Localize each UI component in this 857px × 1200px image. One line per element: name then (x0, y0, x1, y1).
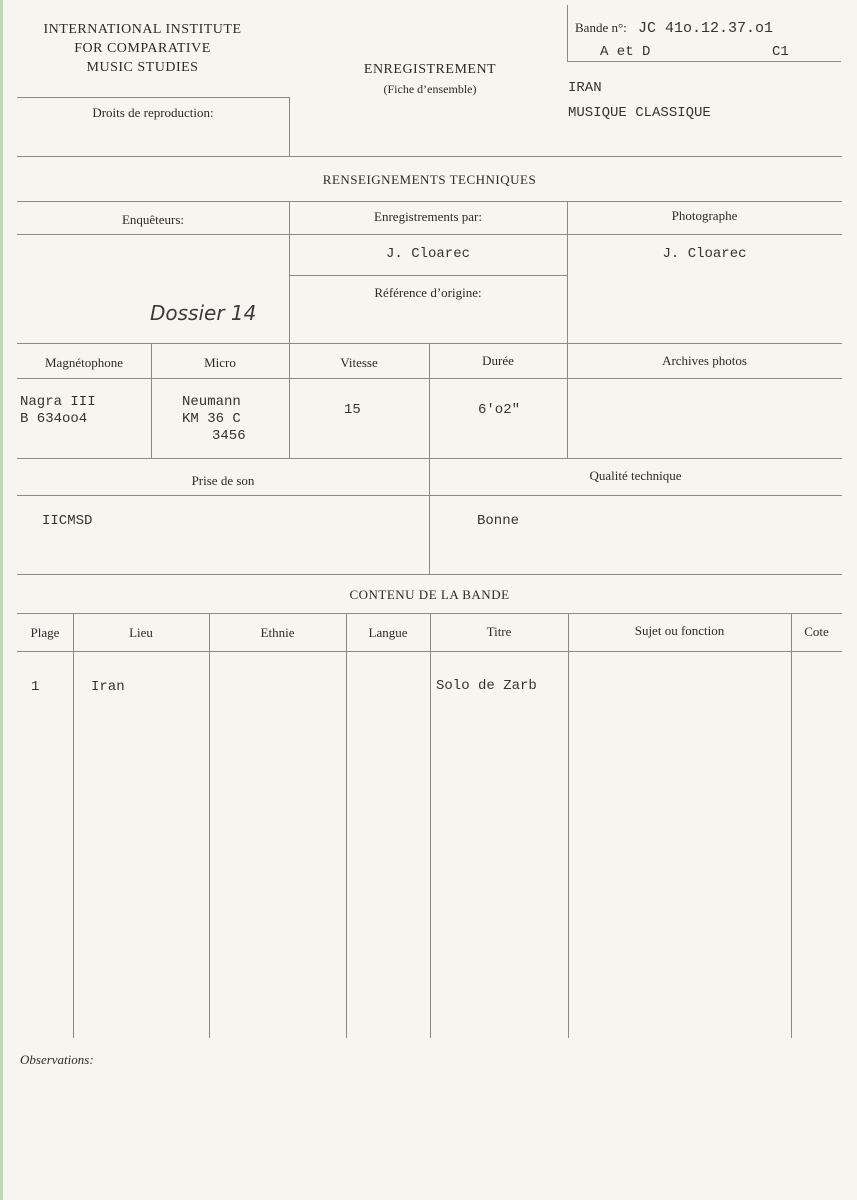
qualite-label: Qualité technique (589, 468, 682, 483)
rule-col-568 (568, 614, 569, 1038)
enqueteurs-label: Enquêteurs: (121, 212, 185, 227)
rule-tech-header-bottom (17, 234, 842, 235)
vitesse-value: 15 (344, 402, 361, 418)
subject-genre: MUSIQUE CLASSIQUE (568, 105, 711, 121)
rule-prise-header-bottom (17, 495, 842, 496)
header-lieu: Lieu (129, 625, 153, 640)
tech-title: RENSEIGNEMENTS TECHNIQUES (322, 172, 537, 187)
micro-line-2: KM 36 C (182, 411, 241, 427)
header-plage: Plage (30, 625, 60, 640)
page-edge (0, 0, 3, 1200)
subject-country: IRAN (568, 80, 602, 96)
duree-label: Durée (482, 353, 514, 368)
micro-label: Micro (204, 355, 236, 370)
qualite-value: Bonne (477, 513, 520, 529)
rights-box-top (17, 97, 290, 98)
row-1-titre: Solo de Zarb (436, 678, 537, 694)
rights-label: Droits de reproduction: (92, 105, 214, 120)
magnetophone-label: Magnétophone (45, 355, 123, 370)
rule-col-289b (289, 343, 290, 459)
rule-col-346 (346, 614, 347, 1038)
bande-box-bottom (567, 61, 841, 62)
reference-label: Référence d’origine: (374, 285, 482, 300)
archives-label: Archives photos (662, 353, 747, 368)
record-subtitle: (Fiche d’ensemble) (383, 82, 477, 96)
rule-col-73 (73, 614, 74, 1038)
rule-col-289 (289, 201, 290, 344)
institute-line-2: FOR COMPARATIVE (74, 41, 211, 56)
bande-number: JC 41o.12.37.o1 (638, 20, 774, 37)
row-1-plage: 1 (31, 679, 40, 695)
duree-value: 6'o2" (478, 402, 521, 418)
enregistrements-value: J. Cloarec (385, 246, 470, 262)
rule-col-430 (430, 614, 431, 1038)
micro-line-1: Neumann (182, 394, 241, 410)
rule-col-567 (567, 201, 568, 344)
rule-col-791 (791, 614, 792, 1038)
handwritten-note: Dossier 14 (150, 301, 257, 325)
micro-line-3: 3456 (212, 428, 246, 444)
header-ethnie: Ethnie (260, 625, 295, 640)
magnetophone-line-2: B 634oo4 (20, 411, 88, 427)
rights-box-right (289, 97, 290, 157)
rule-col-151 (151, 343, 152, 459)
header-langue: Langue (368, 625, 408, 640)
bande-sides: A et D (600, 44, 651, 60)
vitesse-label: Vitesse (340, 355, 378, 370)
prise-label: Prise de son (191, 473, 255, 488)
prise-value: IICMSD (42, 513, 93, 529)
photographe-label: Photographe (671, 208, 738, 223)
institute-line-1: INTERNATIONAL INSTITUTE (43, 22, 242, 37)
photographe-value: J. Cloarec (662, 246, 747, 262)
observations-label: Observations: (20, 1052, 94, 1067)
bande-box-left (567, 5, 568, 62)
rule-prise-top (17, 458, 842, 459)
institute-line-3: MUSIC STUDIES (86, 60, 199, 75)
rule-contenu-top (17, 574, 842, 575)
header-cote: Cote (804, 624, 829, 639)
rule-reference-top (289, 275, 567, 276)
rule-col-209 (209, 614, 210, 1038)
rule-col-567b (567, 343, 568, 459)
enregistrements-label: Enregistrements par: (374, 209, 482, 224)
header-titre: Titre (486, 624, 512, 639)
header-sujet: Sujet ou fonction (634, 623, 725, 638)
bande-code: C1 (772, 44, 789, 60)
record-title: ENREGISTREMENT (363, 62, 497, 77)
rule-tech-top (17, 156, 842, 157)
contenu-title: CONTENU DE LA BANDE (349, 587, 510, 602)
rule-tech-header-top (17, 201, 842, 202)
magnetophone-line-1: Nagra III (20, 394, 96, 410)
rule-equipment-header-bottom (17, 378, 842, 379)
row-1-lieu: Iran (91, 679, 125, 695)
bande-label: Bande n°: (575, 20, 627, 35)
